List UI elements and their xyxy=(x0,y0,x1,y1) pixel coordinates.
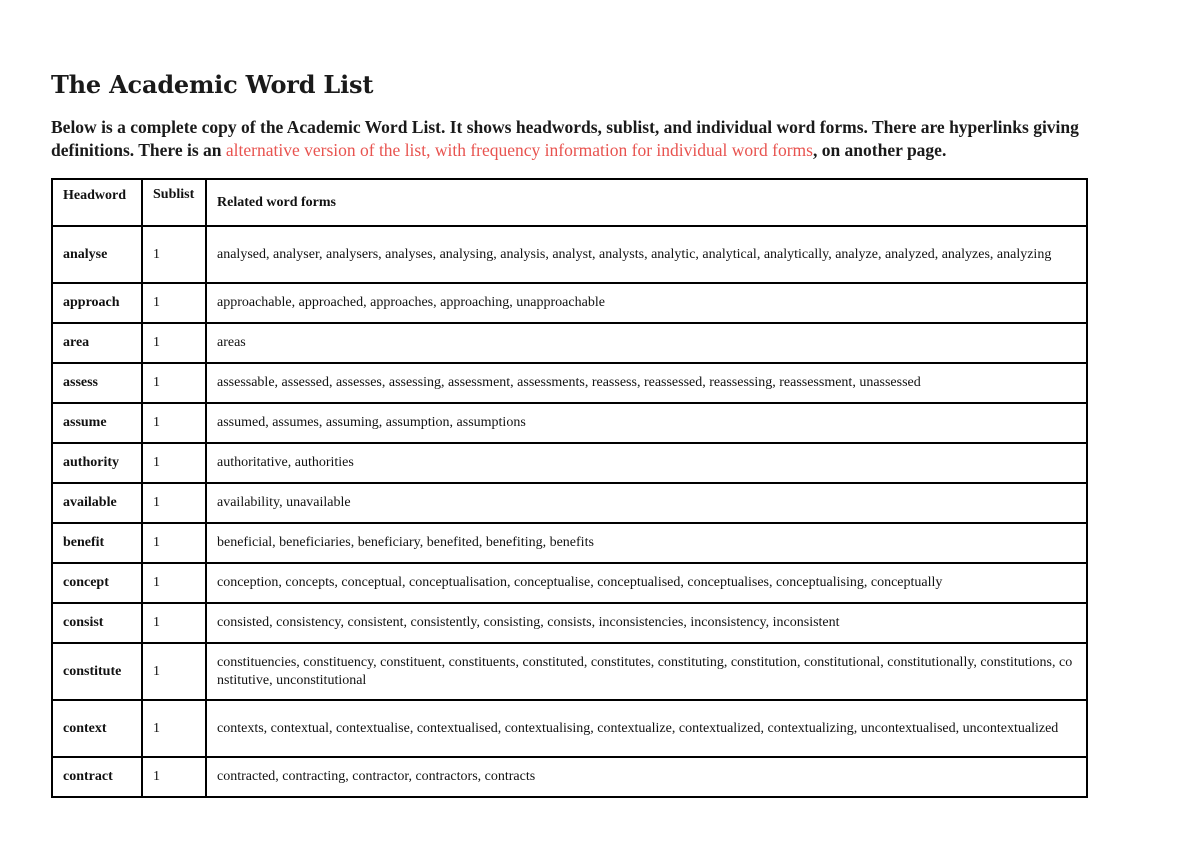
headword-cell: assess xyxy=(52,363,142,403)
sublist-cell: 1 xyxy=(142,643,206,700)
sublist-cell: 1 xyxy=(142,757,206,797)
headword-cell: analyse xyxy=(52,226,142,283)
sublist-cell: 1 xyxy=(142,483,206,523)
intro-text-before: Below is a complete copy of the Academic Word List. It shows headwords, sublist, and individual word forms. There are hyperlinks giving definitions. There is an xyxy=(51,117,1079,160)
headword-cell: approach xyxy=(52,283,142,323)
headword-cell: context xyxy=(52,700,142,757)
table-row xyxy=(52,226,1087,283)
table-row xyxy=(52,563,1087,603)
table-row xyxy=(52,363,1087,403)
table-body xyxy=(52,226,1087,797)
headword-cell: contract xyxy=(52,757,142,797)
intro-text-after: , on another page. xyxy=(812,140,947,160)
sublist-cell: 1 xyxy=(142,563,206,603)
related-forms-cell: authoritative, authorities xyxy=(206,443,1087,483)
headword-cell: benefit xyxy=(52,523,142,563)
sublist-cell: 1 xyxy=(142,363,206,403)
related-forms-cell: availability, unavailable xyxy=(206,483,1087,523)
header-sublist: Sublist xyxy=(142,179,206,226)
related-forms-cell: areas xyxy=(206,323,1087,363)
headword-cell: assume xyxy=(52,403,142,443)
related-forms-cell: analysed, analyser, analysers, analyses, analysing, analysis, analyst, analysts, analytic, analytical, analytically, analyze, analyzed, analyzes, analyzing xyxy=(206,226,1087,283)
table-row xyxy=(52,443,1087,483)
related-forms-cell: assumed, assumes, assuming, assumption, assumptions xyxy=(206,403,1087,443)
sublist-cell: 1 xyxy=(142,403,206,443)
related-forms-cell: consisted, consistency, consistent, consistently, consisting, consists, inconsistencies, inconsistency, inconsistent xyxy=(206,603,1087,643)
table-row xyxy=(52,323,1087,363)
sublist-cell: 1 xyxy=(142,523,206,563)
sublist-cell: 1 xyxy=(142,603,206,643)
table-row xyxy=(52,523,1087,563)
header-related-forms: Related word forms xyxy=(206,179,1087,226)
related-forms-cell: contexts, contextual, contextualise, contextualised, contextualising, contextualize, contextualized, contextualizing, uncontextualised, uncontextualized xyxy=(206,700,1087,757)
related-forms-cell: beneficial, beneficiaries, beneficiary, benefited, benefiting, benefits xyxy=(206,523,1087,563)
alternative-version-link[interactable]: alternative version of the list, with frequency information for individual word forms xyxy=(225,140,813,160)
table-row xyxy=(52,643,1087,700)
table-row xyxy=(52,700,1087,757)
headword-cell: available xyxy=(52,483,142,523)
headword-cell: consist xyxy=(52,603,142,643)
header-headword: Headword xyxy=(52,179,142,226)
sublist-cell: 1 xyxy=(142,226,206,283)
headword-cell: authority xyxy=(52,443,142,483)
word-list-table xyxy=(51,178,1088,798)
table-row xyxy=(52,283,1087,323)
sublist-cell: 1 xyxy=(142,283,206,323)
headword-cell: concept xyxy=(52,563,142,603)
table-row xyxy=(52,603,1087,643)
sublist-cell: 1 xyxy=(142,443,206,483)
table-row xyxy=(52,757,1087,797)
sublist-cell: 1 xyxy=(142,700,206,757)
table-header-row xyxy=(52,179,1087,226)
related-forms-cell: conception, concepts, conceptual, conceptualisation, conceptualise, conceptualised, conceptualises, conceptualising, conceptually xyxy=(206,563,1087,603)
related-forms-cell: assessable, assessed, assesses, assessing, assessment, assessments, reassess, reassessed, reassessing, reassessment, unassessed xyxy=(206,363,1087,403)
related-forms-cell: constituencies, constituency, constituent, constituents, constituted, constitutes, constituting, constitution, constitutional, constitutionally, constitutions, constitutive, unconstitutional xyxy=(206,643,1087,700)
headword-cell: area xyxy=(52,323,142,363)
intro-paragraph xyxy=(51,116,1091,162)
page-title: The Academic Word List xyxy=(51,70,374,99)
headword-cell: constitute xyxy=(52,643,142,700)
table-row xyxy=(52,403,1087,443)
related-forms-cell: contracted, contracting, contractor, contractors, contracts xyxy=(206,757,1087,797)
table-row xyxy=(52,483,1087,523)
related-forms-cell: approachable, approached, approaches, approaching, unapproachable xyxy=(206,283,1087,323)
sublist-cell: 1 xyxy=(142,323,206,363)
